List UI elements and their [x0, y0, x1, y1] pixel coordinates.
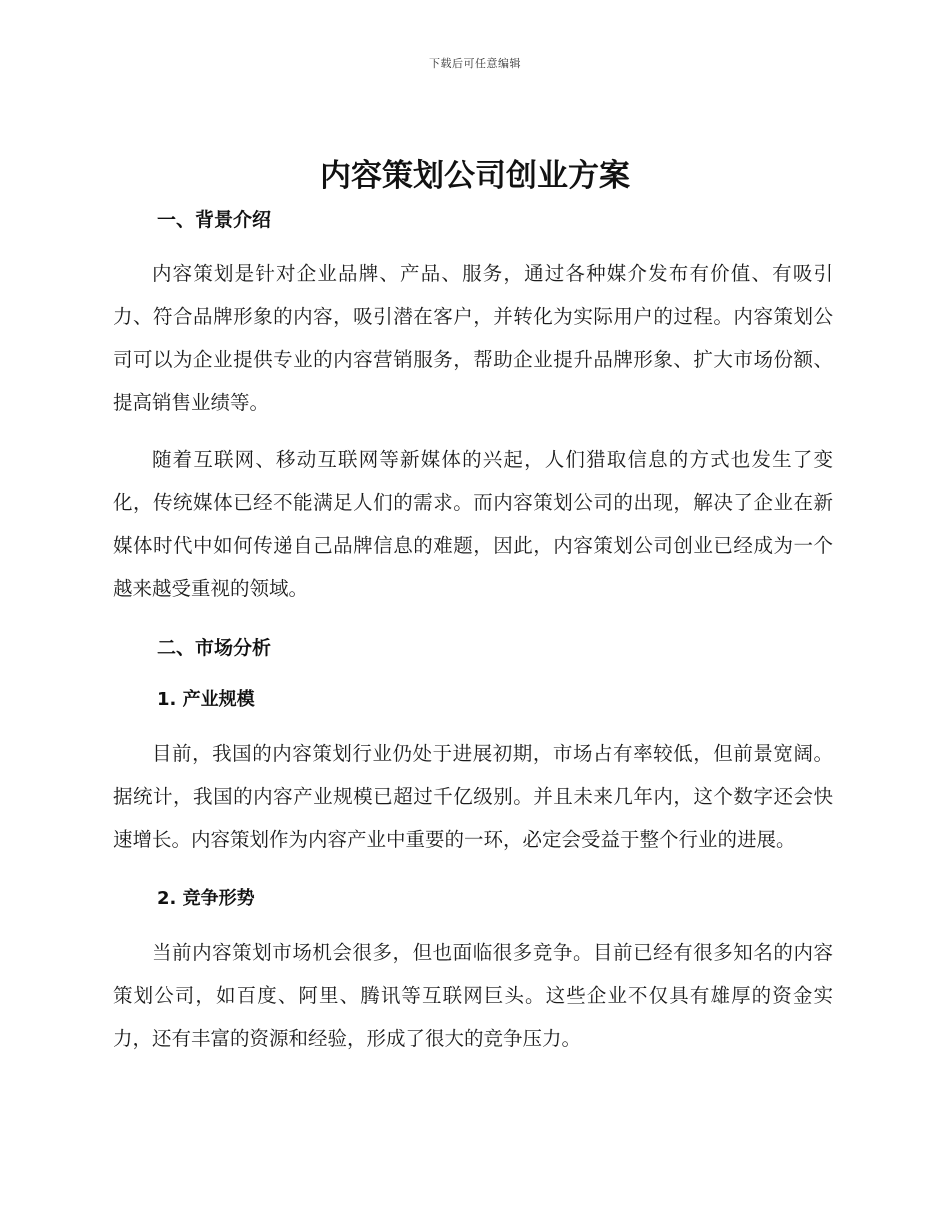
subsection-heading-industry-scale: 1. 产业规模 [157, 689, 255, 710]
paragraph-industry-scale: 目前，我国的内容策划行业仍处于进展初期，市场占有率较低，但前景宽阔。据统计，我国的内容产业规模已超过千亿级别。并且未来几年内，这个数字还会快速增长。内容策划作为内容产业中重要的一环，必定会受益于整个行业的进展。 [113, 742, 833, 851]
paragraph-competition: 当前内容策划市场机会很多，但也面临很多竞争。目前已经有很多知名的内容策划公司，如百度、阿里、腾讯等互联网巨头。这些企业不仅具有雄厚的资金实力，还有丰富的资源和经验，形成了很大的竞争压力。 [113, 941, 833, 1050]
paragraph-background-2: 随着互联网、移动互联网等新媒体的兴起，人们猎取信息的方式也发生了变化，传统媒体已经不能满足人们的需求。而内容策划公司的出现，解决了企业在新媒体时代中如何传递自己品牌信息的难题，因此，内容策划公司创业已经成为一个越来越受重视的领域。 [113, 448, 833, 600]
section-heading-background: 一、背景介绍 [157, 209, 272, 231]
document-title: 内容策划公司创业方案 [320, 158, 630, 194]
subsection-heading-competition: 2. 竞争形势 [157, 888, 255, 909]
section-heading-market-analysis: 二、市场分析 [157, 637, 272, 659]
paragraph-background-1: 内容策划是针对企业品牌、产品、服务，通过各种媒介发布有价值、有吸引力、符合品牌形象的内容，吸引潜在客户，并转化为实际用户的过程。内容策划公司可以为企业提供专业的内容营销服务，帮助企业提升品牌形象、扩大市场份额、提高销售业绩等。 [113, 262, 833, 414]
document-body [113, 200, 833, 1060]
page-header: 下载后可任意编辑 [429, 57, 521, 70]
